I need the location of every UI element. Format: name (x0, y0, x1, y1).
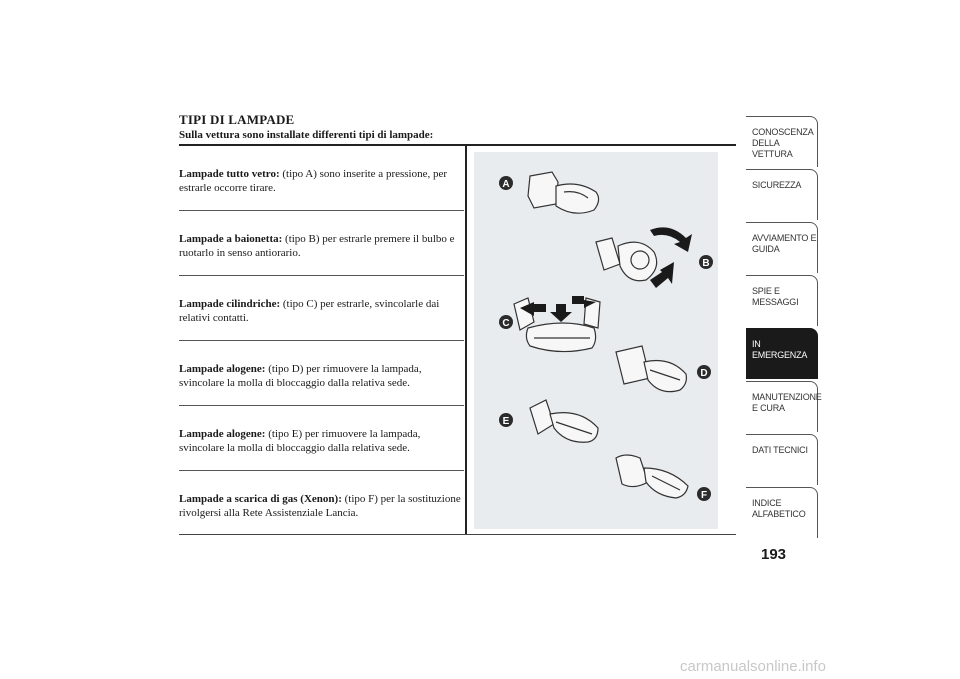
lamp-e-icon (530, 400, 598, 442)
tab-avviamento-e-guida[interactable]: AVVIAMENTO E GUIDA (746, 222, 818, 273)
section-subtitle: Sulla vettura sono installate differenti tipi di lampade: (179, 129, 434, 141)
rotate-arrow-icon (650, 227, 692, 252)
tab-indice-alfabetico[interactable]: INDICE ALFABETICO (746, 487, 818, 538)
lamp-row-b (179, 232, 461, 260)
lamp-name: Lampade tutto vetro: (179, 168, 280, 180)
lamp-desc: (tipo B) per estrarle premere il bulbo e ruotarlo in senso antiorario. (179, 233, 455, 259)
lamp-row-e (179, 427, 461, 455)
lamp-row-a (179, 167, 461, 195)
lamp-f-icon (616, 455, 688, 498)
row-divider (179, 275, 464, 276)
page-number: 193 (761, 546, 787, 563)
down-arrow-icon (550, 304, 572, 322)
chapter-tabs (746, 116, 822, 540)
column-divider (465, 146, 467, 535)
lamp-desc: (tipo D) per rimuovere la lampada, svincolare la molla di bloccaggio dalla relativa sede. (179, 363, 422, 389)
lamp-d-icon (616, 346, 686, 392)
lamp-a-icon (528, 172, 599, 213)
tab-manutenzione-e-cura[interactable]: MANUTENZIONE E CURA (746, 381, 818, 432)
row-divider (179, 340, 464, 341)
badge-c-label: C (502, 318, 510, 329)
lamp-desc: (tipo E) per rimuovere la lampada, svincolare la molla di bloccaggio dalla relativa sede. (179, 428, 421, 454)
tab-dati-tecnici[interactable]: DATI TECNICI (746, 434, 818, 485)
tab-in-emergenza[interactable]: IN EMERGENZA (746, 328, 818, 379)
row-divider (179, 470, 464, 471)
watermark: carmanualsonline.info (680, 658, 826, 675)
badge-a-label: A (502, 179, 510, 190)
badge-e-label: E (502, 416, 510, 427)
badge-b-label: B (702, 258, 710, 269)
row-divider (179, 210, 464, 211)
lamp-name: Lampade alogene: (179, 363, 266, 375)
top-rule (179, 144, 736, 146)
lamp-name: Lampade a baionetta: (179, 233, 283, 245)
lamp-name: Lampade a scarica di gas (Xenon): (179, 493, 342, 505)
badge-d-label: D (700, 368, 708, 379)
tab-sicurezza[interactable]: SICUREZZA (746, 169, 818, 220)
lamp-desc: (tipo F) per la sostituzione rivolgersi alla Rete Assistenziale Lancia. (179, 493, 461, 519)
lamp-name: Lampade alogene: (179, 428, 266, 440)
lamp-b-icon (596, 238, 657, 281)
lamp-row-c (179, 297, 461, 325)
badge-f-label: F (700, 490, 708, 501)
tab-conoscenza-della-vettura[interactable]: CONOSCENZA DELLA VETTURA (746, 116, 818, 167)
section-title: TIPI DI LAMPADE (179, 112, 295, 127)
lamp-row-f (179, 492, 461, 520)
lamp-illustration-svg (474, 152, 718, 529)
row-divider (179, 405, 464, 406)
lamp-desc: (tipo A) sono inserite a pressione, per estrarle occorre tirare. (179, 168, 448, 194)
bottom-rule (179, 534, 736, 535)
lamp-row-d (179, 362, 461, 390)
lamp-name: Lampade cilindriche: (179, 298, 281, 310)
lamp-desc: (tipo C) per estrarle, svincolarle dai relativi contatti. (179, 298, 440, 324)
tab-spie-e-messaggi[interactable]: SPIE E MESSAGGI (746, 275, 818, 326)
lamp-types-illustration (474, 152, 718, 529)
